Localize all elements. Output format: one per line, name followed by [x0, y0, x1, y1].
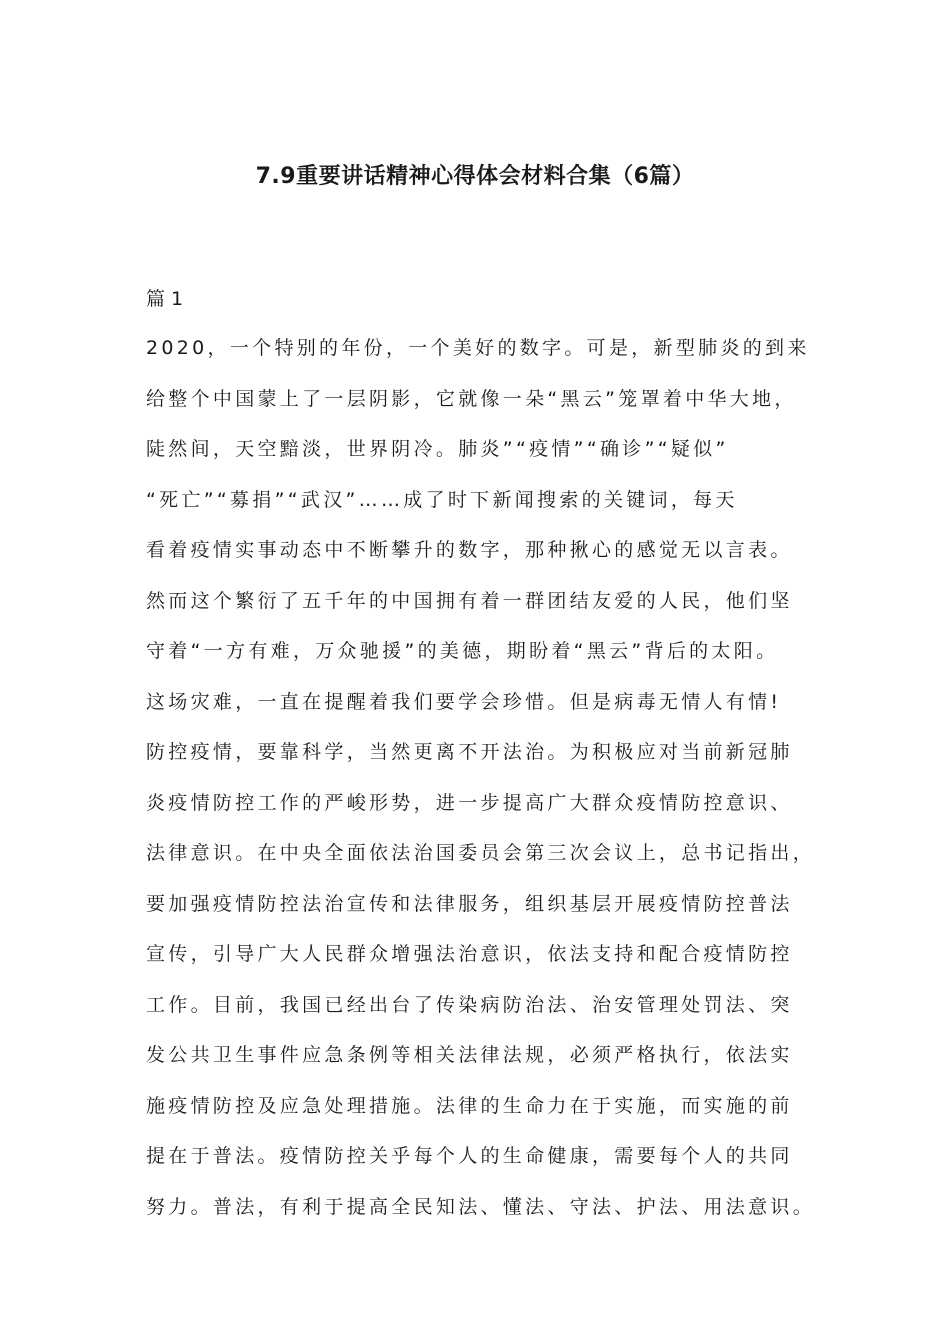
body-line: 给整个中国蒙上了一层阴影，它就像一朵“黑云”笼罩着中华大地， — [146, 387, 797, 410]
body-line: 施疫情防控及应急处理措施。法律的生命力在于实施，而实施的前 — [146, 1094, 793, 1117]
body-line: 宣传，引导广大人民群众增强法治意识，依法支持和配合疫情防控 — [146, 943, 793, 965]
section-label: 篇 1 — [146, 288, 184, 310]
body-line: 努力。普法，有利于提高全民知法、懂法、守法、护法、用法意识。 — [146, 1195, 816, 1218]
body-line: 要加强疫情防控法治宣传和法律服务，组织基层开展疫情防控普法 — [146, 892, 793, 915]
body-line: 守着“一方有难，万众驰援”的美德，期盼着“黑云”背后的太阳。 — [146, 640, 779, 662]
body-line: 看着疫情实事动态中不断攀升的数字，那种揪心的感觉无以言表。 — [146, 539, 793, 561]
body-line: “死亡”“募捐”“武汉”……成了时下新闻搜索的关键词，每天 — [146, 488, 738, 511]
body-text — [146, 330, 826, 1239]
body-line: 工作。目前，我国已经出台了传染病防治法、治安管理处罚法、突 — [146, 993, 793, 1016]
body-line: 发公共卫生事件应急条例等相关法律法规，必须严格执行，依法实 — [146, 1044, 793, 1066]
body-line: 防控疫情，要靠科学，当然更离不开法治。为积极应对当前新冠肺 — [146, 741, 793, 763]
body-line: 炎疫情防控工作的严峻形势，进一步提高广大群众疫情防控意识、 — [146, 791, 793, 814]
body-line: 陡然间，天空黯淡，世界阴冷。肺炎”“疫情”“确诊”“疑似” — [146, 438, 729, 460]
body-line: 这场灾难，一直在提醒着我们要学会珍惜。但是病毒无情人有情! — [146, 690, 782, 713]
body-line: 2020，一个特别的年份，一个美好的数字。可是，新型肺炎的到来 — [146, 337, 810, 359]
document-title: 7.9重要讲话精神心得体会材料合集（6篇） — [255, 164, 695, 189]
body-line: 法律意识。在中央全面依法治国委员会第三次会议上，总书记指出， — [146, 842, 816, 864]
body-line: 提在于普法。疫情防控关乎每个人的生命健康，需要每个人的共同 — [146, 1145, 793, 1167]
body-line: 然而这个繁衍了五千年的中国拥有着一群团结友爱的人民，他们坚 — [146, 589, 793, 612]
